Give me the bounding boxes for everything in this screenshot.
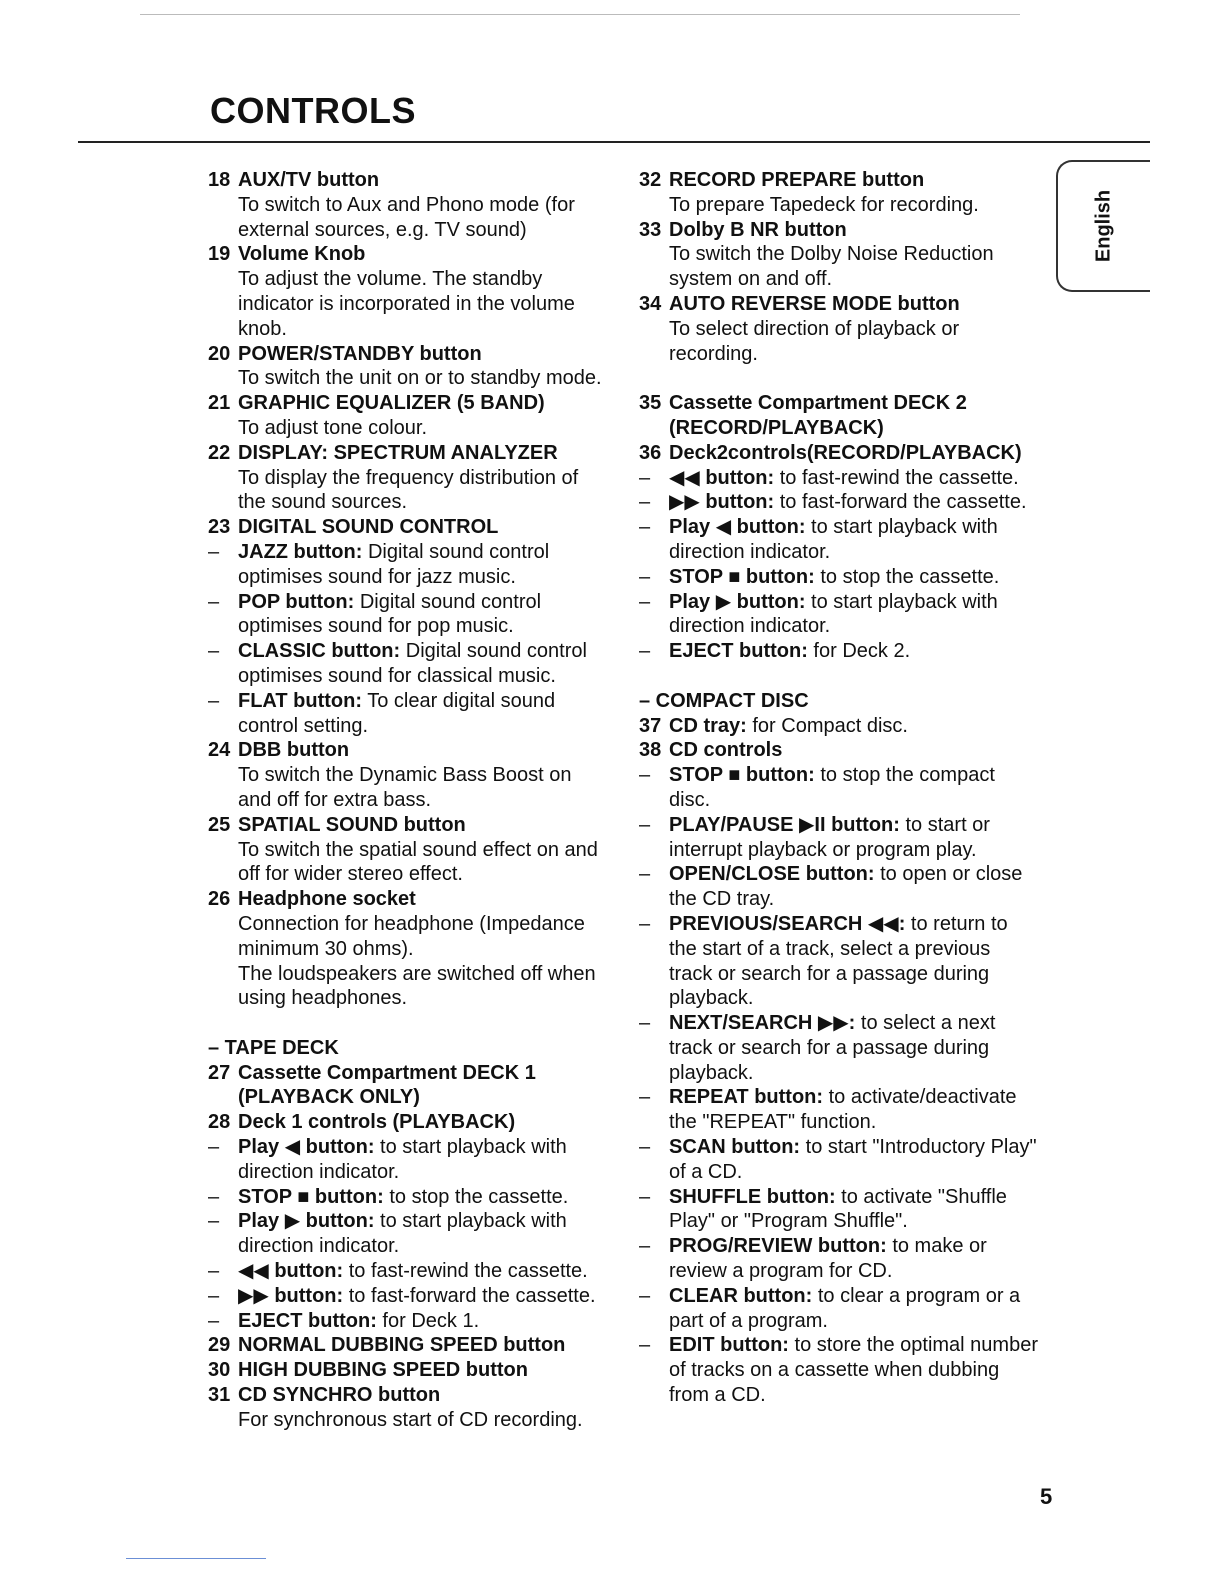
sub-item: – SCAN button: to start "Introductory Play" of a CD. (639, 1136, 1037, 1183)
right-column (639, 168, 1039, 1408)
sub-item: – STOP ■ button: to stop the cassette. (639, 565, 1000, 588)
item-33 (639, 218, 1039, 292)
item-description: To switch the spatial sound effect on and off for wider stereo effect. (238, 838, 598, 886)
item-description: To adjust the volume. The standby indicator is incorporated in the volume knob. (238, 268, 575, 340)
left-column (208, 168, 608, 1433)
item-heading: 38 CD controls (639, 739, 783, 762)
item-30 (208, 1358, 608, 1383)
item-description: Connection for headphone (Impedance minimum 30 ohms). (238, 912, 585, 960)
page-title: CONTROLS (210, 90, 416, 131)
item-18 (208, 168, 608, 242)
sub-item: – REPEAT button: to activate/deactivate the "REPEAT" function. (639, 1086, 1017, 1134)
sub-item: – PLAY/PAUSE ▶II button: to start or interrupt playback or program play. (639, 813, 990, 861)
sub-item: – OPEN/CLOSE button: to open or close the CD tray. (639, 863, 1023, 911)
item-heading: 18 AUX/TV button (208, 169, 380, 191)
item-37 (639, 714, 1039, 739)
item-21 (208, 391, 608, 441)
section-heading-compact-disc: – COMPACT DISC (639, 689, 809, 712)
item-description: To switch the Dolby Noise Reduction system on and off. (669, 243, 994, 291)
sub-item: – EJECT button: for Deck 2. (639, 640, 911, 663)
item-description: The loudspeakers are switched off when using headphones. (238, 962, 596, 1010)
item-31 (208, 1383, 608, 1433)
section-heading-tape-deck: – TAPE DECK (208, 1036, 339, 1059)
item-27 (208, 1061, 608, 1111)
item-description: For synchronous start of CD recording. (238, 1408, 583, 1431)
item-heading: 27 Cassette Compartment DECK 1 (208, 1061, 536, 1084)
sub-item: – CLASSIC button: Digital sound control optimises sound for classical music. (208, 640, 587, 687)
item-28 (208, 1110, 608, 1333)
sub-item: – POP button: Digital sound control optimises sound for pop music. (208, 590, 542, 638)
item-34 (639, 292, 1039, 366)
sub-item: – EDIT button: to store the optimal number of tracks on a cassette when dubbing from a CD. (639, 1334, 1038, 1407)
item-22 (208, 441, 608, 515)
language-tab-label: English (1092, 189, 1115, 263)
item-heading: 29 NORMAL DUBBING SPEED button (208, 1334, 566, 1357)
sub-item: – Play ◀ button: to start playback with direction indicator. (639, 516, 998, 563)
item-heading: 30 HIGH DUBBING SPEED button (208, 1359, 528, 1382)
item-heading: 22 DISPLAY: SPECTRUM ANALYZER (208, 441, 558, 464)
item-description: To display the frequency distribution of the sound sources. (238, 466, 579, 514)
scan-artifact-bottom (126, 1558, 266, 1559)
item-38 (639, 738, 1039, 1408)
item-20 (208, 342, 608, 392)
item-heading: 28 Deck 1 controls (PLAYBACK) (208, 1111, 516, 1134)
sub-item: – STOP ■ button: to stop the compact disc. (639, 764, 995, 811)
item-35 (639, 391, 1039, 441)
item-heading: 32 RECORD PREPARE button (639, 169, 925, 191)
scan-artifact-top (140, 14, 1020, 15)
page-number: 5 (1040, 1484, 1053, 1509)
item-heading: 24 DBB button (208, 739, 350, 762)
sub-item: – PREVIOUS/SEARCH ◀◀: to return to the start of a track, select a previous track or search for a passage during playback. (639, 912, 1008, 1010)
sub-item: – EJECT button: for Deck 1. (208, 1309, 480, 1332)
item-heading: 26 Headphone socket (208, 888, 416, 911)
item-description: To switch the unit on or to standby mode. (238, 367, 602, 390)
sub-item: – CLEAR button: to clear a program or a part of a program. (639, 1284, 1021, 1332)
item-description: To select direction of playback or recording. (669, 317, 960, 365)
sub-item: – NEXT/SEARCH ▶▶: to select a next track or search for a passage during playback. (639, 1012, 996, 1084)
item-heading: 35 Cassette Compartment DECK 2 (639, 392, 967, 415)
language-tab (1056, 160, 1150, 292)
sub-item: – SHUFFLE button: to activate "Shuffle Play" or "Program Shuffle". (639, 1185, 1007, 1233)
sub-item: – STOP ■ button: to stop the cassette. (208, 1185, 569, 1208)
item-19 (208, 242, 608, 341)
sub-item: – PROG/REVIEW button: to make or review a program for CD. (639, 1235, 987, 1283)
item-23 (208, 515, 608, 738)
sub-item: – Play ▶ button: to start playback with direction indicator. (639, 590, 998, 638)
sub-item: – JAZZ button: Digital sound control optimises sound for jazz music. (208, 540, 550, 588)
item-heading: 25 SPATIAL SOUND button (208, 813, 466, 836)
item-heading: 34 AUTO REVERSE MODE button (639, 292, 960, 315)
item-heading: 20 POWER/STANDBY button (208, 342, 482, 365)
sub-item: – ◀◀ button: to fast-rewind the cassette. (639, 466, 1019, 489)
item-heading: 21 GRAPHIC EQUALIZER (5 BAND) (208, 392, 545, 415)
sub-item: – FLAT button: To clear digital sound control setting. (208, 689, 556, 737)
item-description: To switch to Aux and Phono mode (for external sources, e.g. TV sound) (238, 193, 575, 241)
item-description: To switch the Dynamic Bass Boost on and off for extra bass. (238, 764, 572, 811)
sub-item: – Play ◀ button: to start playback with direction indicator. (208, 1136, 567, 1183)
item-heading: 36 Deck2controls(RECORD/PLAYBACK) (639, 441, 1022, 464)
item-description: To prepare Tapedeck for recording. (669, 193, 979, 216)
item-heading: 37 CD tray: for Compact disc. (639, 714, 908, 737)
sub-item: – ◀◀ button: to fast-rewind the cassette. (208, 1260, 588, 1283)
item-24 (208, 738, 608, 812)
item-36 (639, 441, 1039, 664)
item-heading: 19 Volume Knob (208, 243, 366, 266)
sub-item: – ▶▶ button: to fast-forward the cassette. (208, 1284, 596, 1307)
item-25 (208, 813, 608, 887)
item-heading: 23 DIGITAL SOUND CONTROL (208, 516, 499, 539)
item-description: To adjust tone colour. (238, 416, 428, 439)
sub-item: – ▶▶ button: to fast-forward the cassette. (639, 491, 1027, 514)
item-heading-cont: (PLAYBACK ONLY) (238, 1086, 420, 1109)
item-32 (639, 168, 1039, 218)
item-heading-cont: (RECORD/PLAYBACK) (669, 416, 884, 439)
sub-item: – Play ▶ button: to start playback with direction indicator. (208, 1210, 567, 1258)
item-heading: 31 CD SYNCHRO button (208, 1384, 441, 1407)
title-divider (78, 141, 1150, 143)
item-29 (208, 1333, 608, 1358)
item-26 (208, 887, 608, 1011)
item-heading: 33 Dolby B NR button (639, 218, 847, 241)
